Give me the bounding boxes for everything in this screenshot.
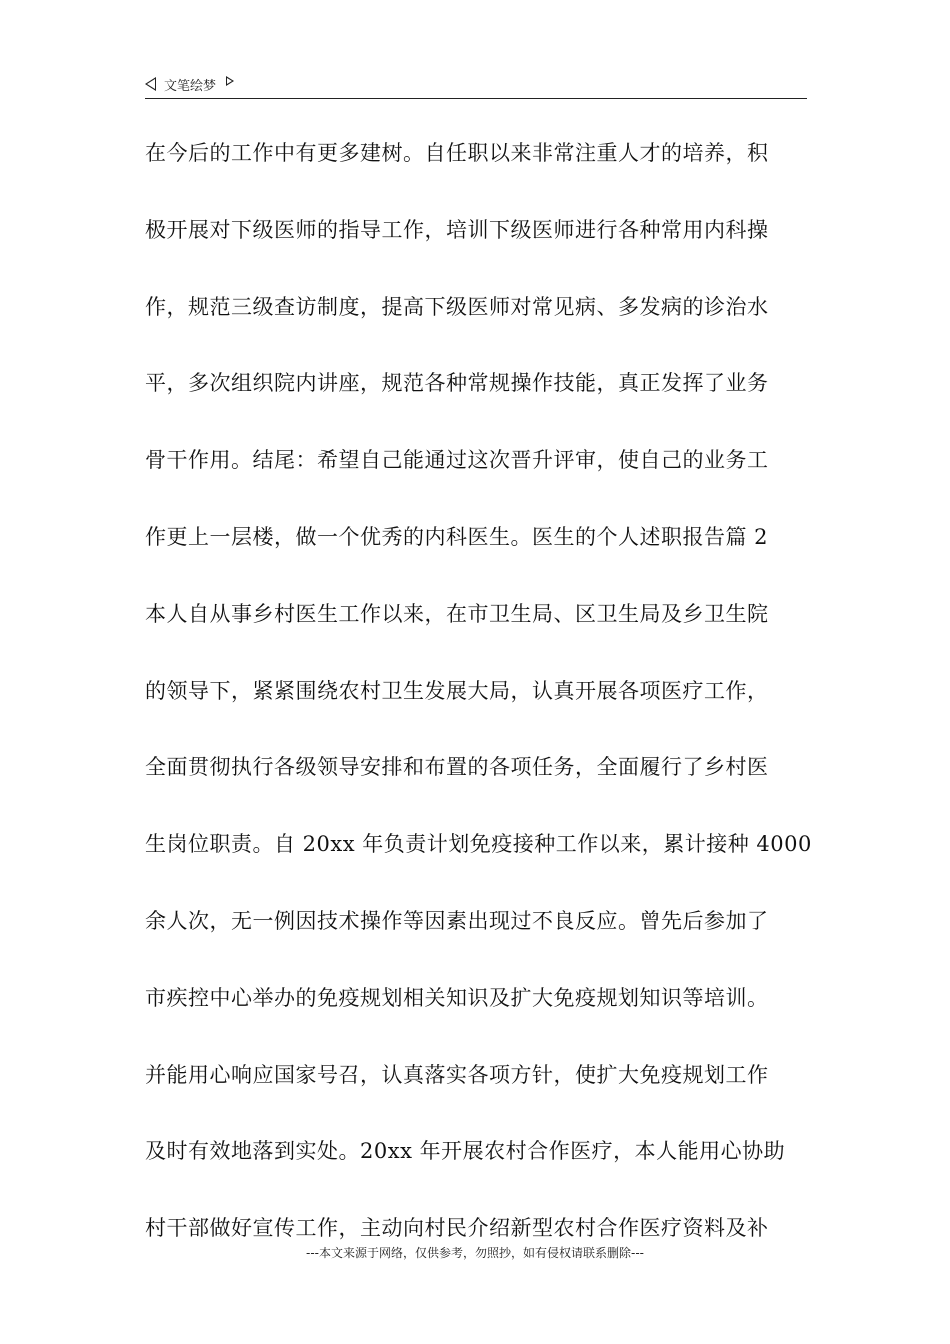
text-line: 并能用心响应国家号召，认真落实各项方针，使扩大免疫规划工作	[145, 1062, 769, 1087]
text-line: 余人次，无一例因技术操作等因素出现过不良反应。曾先后参加了	[145, 908, 769, 933]
text-line: 骨干作用。结尾：希望自己能通过这次晋升评审，使自己的业务工	[145, 448, 769, 473]
text-line: 市疾控中心举办的免疫规划相关知识及扩大免疫规划知识等培训。	[145, 985, 769, 1010]
triangle-right-icon	[226, 76, 234, 86]
text-line: 作，规范三级查访制度，提高下级医师对常见病、多发病的诊治水	[145, 294, 769, 319]
text-line: 极开展对下级医师的指导工作，培训下级医师进行各种常用内科操	[145, 217, 769, 242]
footer-disclaimer: ---本文来源于网络，仅供参考，勿照抄，如有侵权请联系删除---	[306, 1246, 644, 1260]
document-body	[145, 133, 812, 1285]
text-line: 村干部做好宣传工作，主动向村民介绍新型农村合作医疗资料及补	[145, 1216, 769, 1241]
header-title: 文笔绘梦	[164, 78, 217, 94]
text-line: 平，多次组织院内讲座，规范各种常规操作技能，真正发挥了业务	[145, 371, 769, 396]
text-line: 在今后的工作中有更多建树。自任职以来非常注重人才的培养，积	[145, 141, 769, 165]
text-line: 生岗位职责。自 20xx 年负责计划免疫接种工作以来，累计接种 4000	[145, 832, 812, 857]
triangle-left-icon	[145, 77, 156, 91]
text-line: 及时有效地落到实处。20xx 年开展农村合作医疗，本人能用心协助	[145, 1139, 786, 1164]
text-line: 全面贯彻执行各级领导安排和布置的各项任务，全面履行了乡村医	[145, 755, 769, 780]
text-line: 作更上一层楼，做一个优秀的内科医生。医生的个人述职报告篇 2	[145, 524, 769, 549]
page-header	[145, 70, 807, 99]
text-line: 本人自从事乡村医生工作以来，在市卫生局、区卫生局及乡卫生院	[145, 601, 769, 626]
text-line: 的领导下，紧紧围绕农村卫生发展大局，认真开展各项医疗工作，	[145, 678, 769, 703]
